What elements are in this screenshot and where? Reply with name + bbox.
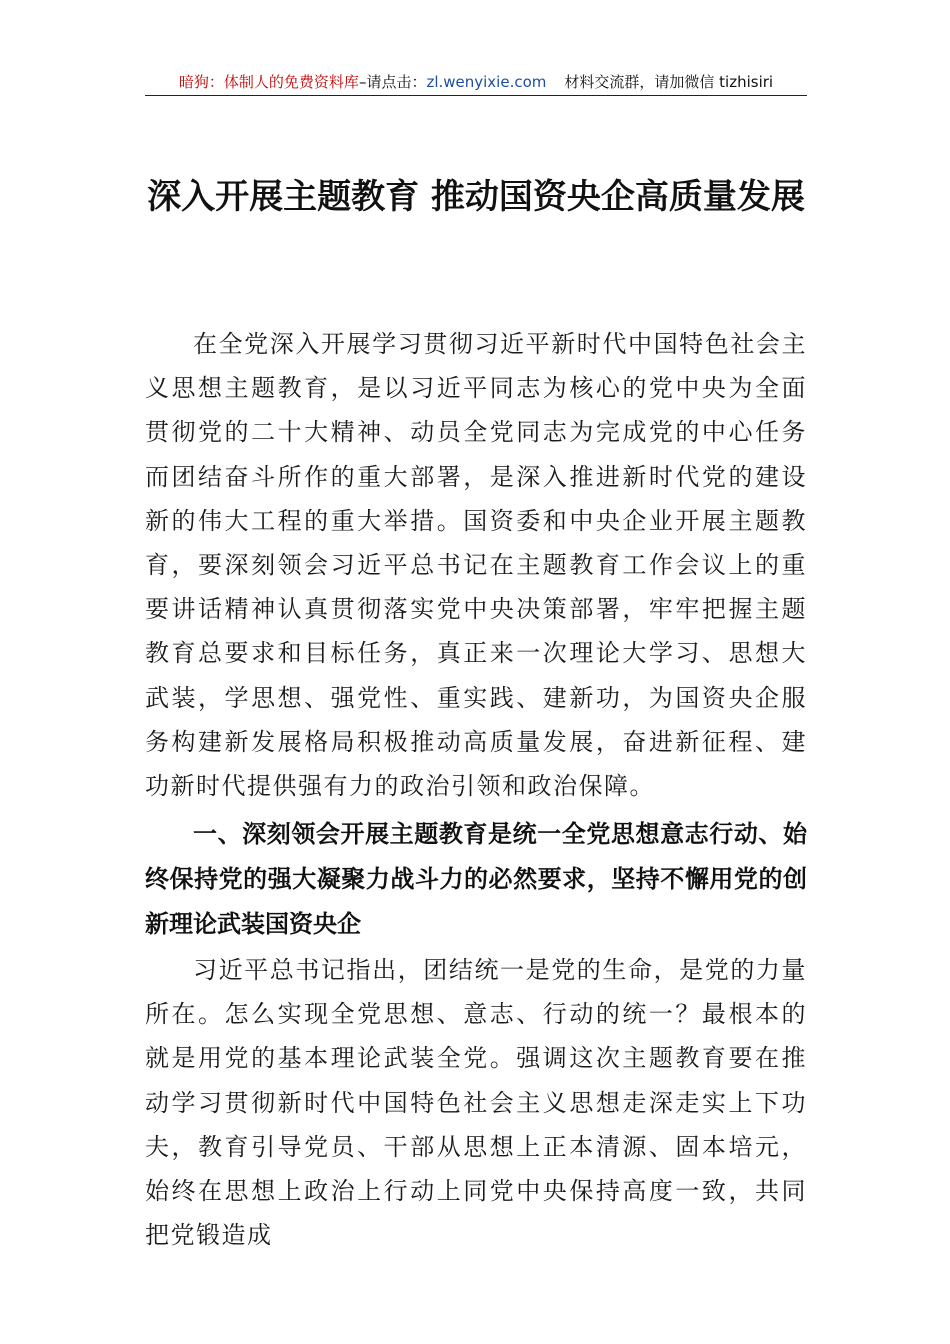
page-header (145, 70, 807, 94)
header-divider (145, 95, 807, 96)
body-paragraph-1: 在全党深入开展学习贯彻习近平新时代中国特色社会主义思想主题教育，是以习近平同志为核心的党中央为全面贯彻党的二十大精神、动员全党同志为完成党的中心任务而团结奋斗所作的重大部署，是深入推进新时代党的建设新的伟大工程的重大举措。国资委和中央企业开展主题教育，要深刻领会习近平总书记在主题教育工作会议上的重要讲话精神认真贯彻落实党中央决策部署，牢牢把握主题教育总要求和目标任务，真正来一次理论大学习、思想大武装，学思想、强党性、重实践、建新功，为国资央企服务构建新发展格局积极推动高质量发展，奋进新征程、建功新时代提供强有力的政治引领和政治保障。 (145, 330, 807, 801)
header-separator: – (358, 73, 367, 91)
header-brand: 暗狗：体制人的免费资料库 (178, 73, 359, 91)
body-paragraph-2: 习近平总书记指出，团结统一是党的生命，是党的力量所在。怎么实现全党思想、意志、行动的统一？最根本的就是用党的基本理论武装全党。强调这次主题教育要在推动学习贯彻新时代中国特色社会主义思想走深走实上下功夫，教育引导党员、干部从思想上正本清源、固本培元，始终在思想上政治上行动上同党中央保持高度一致，共同把党锻造成 (145, 956, 807, 1250)
header-group-text: 材料交流群，请加微信 tizhisiri (564, 73, 774, 91)
header-link[interactable]: zl.wenyixie.com (426, 73, 547, 91)
section-heading-1: 一、深刻领会开展主题教育是统一全党思想意志行动、始终保持党的强大凝聚力战斗力的必然要求，坚持不懈用党的创新理论武装国资央企 (145, 820, 807, 938)
header-click-prompt: 请点击： (366, 73, 427, 91)
document-title: 深入开展主题教育 推动国资央企高质量发展 (147, 177, 805, 217)
